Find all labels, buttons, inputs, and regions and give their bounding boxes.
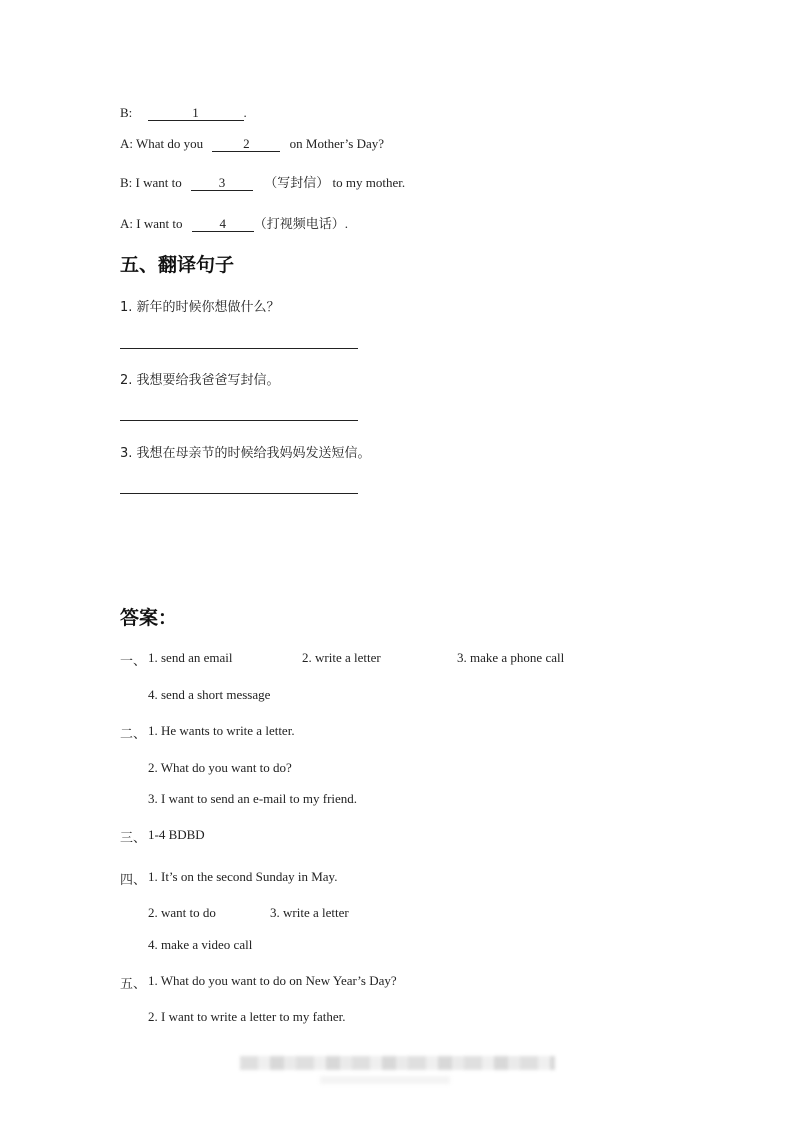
prompt-text: A: What do you <box>120 136 204 151</box>
answer-part-3-number: 三、 <box>120 831 147 846</box>
answer-3-1: 1-4 BDBD <box>148 827 205 842</box>
answer-part-5-number: 五、 <box>120 977 147 992</box>
blurred-footer-watermark-sub <box>320 1076 450 1084</box>
answer-part-1-number: 一、 <box>120 654 147 669</box>
speaker-label: B: <box>120 105 133 120</box>
answer-2-2: 2. What do you want to do? <box>148 760 292 775</box>
blank-1: 1 <box>148 106 244 121</box>
answer-1-3: 3. make a phone call <box>457 650 565 665</box>
prompt-text-end: to my mother. <box>332 175 406 190</box>
answer-part-2-number: 二、 <box>120 727 147 742</box>
answer-2-1: 1. He wants to write a letter. <box>148 723 295 738</box>
answer-4-4: 4. make a video call <box>148 937 253 952</box>
dialogue-line-a4 <box>120 213 348 232</box>
answer-2-3: 3. I want to send an e-mail to my friend. <box>148 791 358 806</box>
answer-5-2: 2. I want to write a letter to my father. <box>148 1009 346 1024</box>
blurred-footer-watermark <box>240 1056 555 1070</box>
answer-1-4: 4. send a short message <box>148 687 271 702</box>
dialogue-line-b1 <box>120 105 247 121</box>
answer-4-2: 2. want to do <box>148 905 216 920</box>
answer-4-1: 1. It’s on the second Sunday in May. <box>148 869 338 884</box>
chinese-hint: （打视频电话） <box>253 217 345 232</box>
answer-5-1: 1. What do you want to do on New Year’s Day? <box>148 973 397 988</box>
dialogue-line-a2 <box>120 136 384 152</box>
answers-heading: 答案： <box>120 607 178 629</box>
answer-1-1: 1. send an email <box>148 650 233 665</box>
punctuation: . <box>243 105 247 120</box>
chinese-hint: （写封信） <box>264 176 330 191</box>
prompt-text: B: I want to <box>120 175 182 190</box>
blank-4: 4 <box>192 217 254 232</box>
translate-question-3: 3. 我想在母亲节的时候给我妈妈发送短信。 <box>120 446 371 461</box>
answer-line-2 <box>120 420 358 421</box>
punctuation: . <box>344 216 348 231</box>
prompt-text-end: on Mother’s Day? <box>289 136 385 151</box>
blank-2: 2 <box>212 137 280 152</box>
dialogue-line-b3 <box>120 172 405 191</box>
prompt-text: A: I want to <box>120 216 183 231</box>
section-heading-translate: 五、翻译句子 <box>120 254 235 276</box>
answer-line-3 <box>120 493 358 494</box>
answer-line-1 <box>120 348 358 349</box>
translate-question-2: 2. 我想要给我爸爸写封信。 <box>120 373 280 388</box>
translate-question-1: 1. 新年的时候你想做什么？ <box>120 300 280 315</box>
answer-4-3: 3. write a letter <box>270 905 349 920</box>
answer-1-2: 2. write a letter <box>302 650 381 665</box>
blank-3: 3 <box>191 176 253 191</box>
answer-part-4-number: 四、 <box>120 873 147 888</box>
